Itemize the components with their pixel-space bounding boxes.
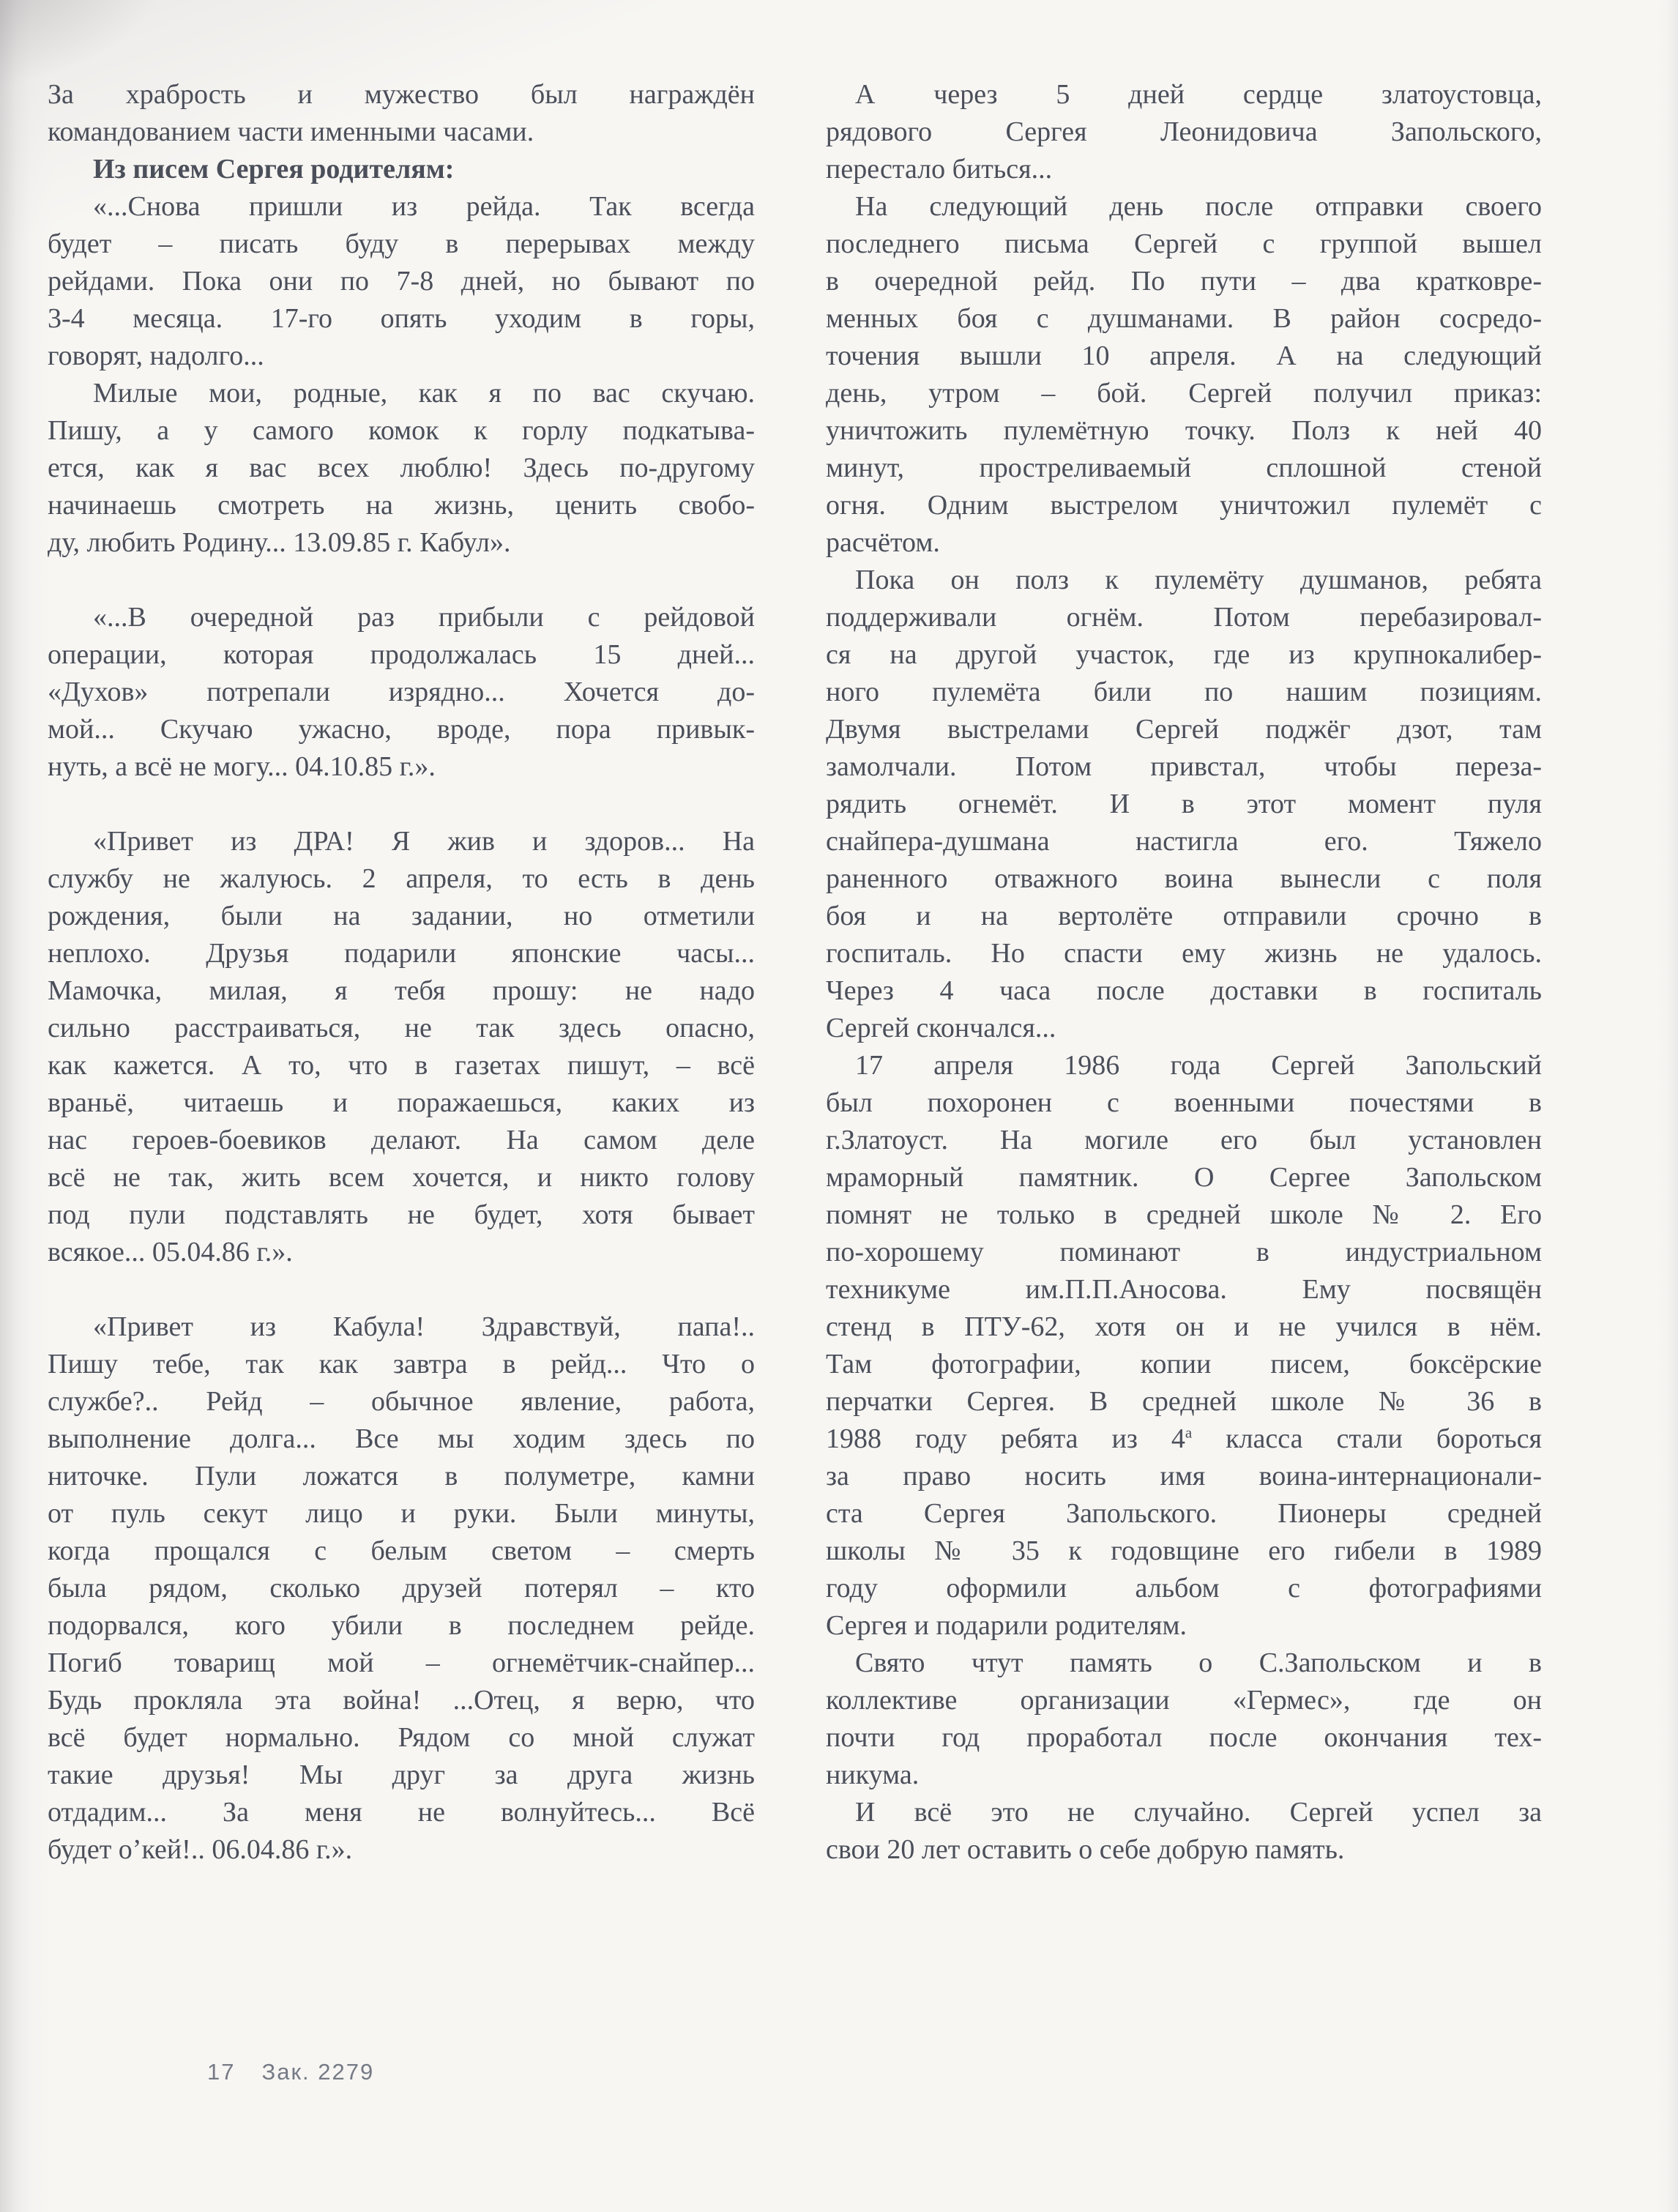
text-line: будет – писать буду в перерывах между (48, 228, 755, 259)
text-line: рождения, были на задании, но отметили (48, 901, 755, 931)
text-line: была рядом, сколько друзей потерял – кто (48, 1573, 755, 1604)
text-line: г.Златоуст. На могиле его был установлен (826, 1125, 1542, 1155)
text-line: за право носить имя воина-интернационали- (826, 1461, 1542, 1492)
paragraph (48, 1308, 755, 1869)
text-line: За храбрость и мужество был награждён (48, 79, 755, 110)
text-line: под пули подставлять не будет, хотя бывает (48, 1199, 755, 1230)
paragraph (826, 76, 1542, 188)
text-line: ду, любить Родину... 13.09.85 г. Кабул». (48, 527, 511, 558)
text-line: почти год проработал после окончания тех- (826, 1722, 1542, 1753)
section-heading (48, 151, 755, 188)
paragraph (48, 375, 755, 562)
text-line: боя и на вертолёте отправили срочно в (826, 901, 1542, 931)
text-line: Пока он полз к пулемёту душманов, ребята (855, 565, 1542, 595)
text-line: рядить огнемёт. И в этот момент пуля (826, 789, 1542, 819)
paragraph (48, 188, 755, 375)
text-line: операции, которая продолжалась 15 дней... (48, 639, 755, 670)
text-line: мраморный памятник. О Сергее Запольском (826, 1162, 1542, 1193)
text-line: всякое... 05.04.86 г.». (48, 1237, 293, 1267)
text-line: Пишу, а у самого комок к горлу подкатыва- (48, 415, 755, 446)
footer-page-number: 17 (207, 2059, 236, 2085)
text-line: от пуль секут лицо и руки. Были минуты, (48, 1498, 755, 1529)
text-line: Двумя выстрелами Сергей поджёг дзот, там (826, 714, 1542, 745)
text-line: службу не жалуюсь. 2 апреля, то есть в день (48, 863, 755, 894)
text-line: раненного отважного воина вынесли с поля (826, 863, 1542, 894)
text-line: Сергей скончался... (826, 1013, 1056, 1043)
text-line: никума. (826, 1759, 920, 1790)
text-line: «Привет из Кабула! Здравствуй, папа!.. (93, 1311, 755, 1342)
text-line: Пишу тебе, так как завтра в рейд... Что о (48, 1349, 755, 1379)
paragraph (826, 562, 1542, 1047)
text-line: всё не так, жить всем хочется, и никто голову (48, 1162, 755, 1193)
paragraph (826, 1794, 1542, 1869)
text-line: ного пулемёта били по нашим позициям. (826, 677, 1542, 707)
text-line: командованием части именными часами. (48, 116, 534, 147)
text-line: «...Снова пришли из рейда. Так всегда (93, 191, 755, 222)
text-line: Из писем Сергея родителям: (93, 154, 455, 185)
text-line: был похоронен с военными почестями в (826, 1087, 1542, 1118)
text-line: точения вышли 10 апреля. А на следующий (826, 340, 1542, 371)
text-line: помнят не только в средней школе № 2. Его (826, 1199, 1542, 1230)
paragraph (826, 1645, 1542, 1794)
text-line: подорвался, кого убили в последнем рейде. (48, 1610, 755, 1641)
text-line: Мамочка, милая, я тебя прошу: не надо (48, 975, 755, 1006)
text-line: Свято чтут память о С.Запольском и в (855, 1647, 1542, 1678)
text-line: выполнение долга... Все мы ходим здесь по (48, 1423, 755, 1454)
text-line: свои 20 лет оставить о себе добрую память. (826, 1834, 1345, 1865)
text-line: госпиталь. Но спасти ему жизнь не удалось. (826, 938, 1542, 969)
text-line: в очередной рейд. По пути – два кратковре- (826, 266, 1542, 297)
text-line: начинаешь смотреть на жизнь, ценить свобо- (48, 490, 755, 521)
text-line: такие друзья! Мы друг за друга жизнь (48, 1759, 755, 1790)
left-column (48, 76, 755, 1869)
text-line: враньё, читаешь и поражаешься, каких из (48, 1087, 755, 1118)
text-line: ста Сергея Запольского. Пионеры средней (826, 1498, 1542, 1529)
text-line: ниточке. Пули ложатся в полуметре, камни (48, 1461, 755, 1492)
text-line: коллективе организации «Гермес», где он (826, 1685, 1542, 1716)
text-line: рядового Сергея Леонидовича Запольского, (826, 116, 1542, 147)
text-line: Через 4 часа после доставки в госпиталь (826, 975, 1542, 1006)
text-line: На следующий день после отправки своего (855, 191, 1542, 222)
text-line: 17 апреля 1986 года Сергей Запольский (855, 1050, 1542, 1081)
text-line: нуть, а всё не могу... 04.10.85 г.». (48, 751, 436, 782)
text-line: мой... Скучаю ужасно, вроде, пора привык- (48, 714, 755, 745)
paragraph-spacer (48, 562, 755, 599)
text-line: расчётом. (826, 527, 940, 558)
text-line: Там фотографии, копии писем, боксёрские (826, 1349, 1542, 1379)
paragraph (48, 599, 755, 786)
text-line: школы № 35 к годовщине его гибели в 1989 (826, 1535, 1542, 1566)
text-line: огня. Одним выстрелом уничтожил пулемёт с (826, 490, 1542, 521)
text-line: «...В очередной раз прибыли с рейдовой (93, 602, 755, 633)
text-line: замолчали. Потом привстал, чтобы переза- (826, 751, 1542, 782)
text-line: ся на другой участок, где из крупнокалибер- (826, 639, 1542, 670)
text-line: Милые мои, родные, как я по вас скучаю. (93, 378, 755, 409)
text-line: «Духов» потрепали изрядно... Хочется до- (48, 677, 755, 707)
paragraph (48, 823, 755, 1271)
text-line: нас героев-боевиков делают. На самом деле (48, 1125, 755, 1155)
text-line: менных боя с душманами. В район сосредо- (826, 303, 1542, 334)
text-line: 1988 году ребята из $4^а$ класса стали бороться (826, 1423, 1542, 1454)
text-line: последнего письма Сергей с группой вышел (826, 228, 1542, 259)
paragraph (826, 1047, 1542, 1645)
text-line: Погиб товарищ мой – огнемётчик-снайпер... (48, 1647, 755, 1678)
text-line: сильно расстраиваться, не так здесь опасно, (48, 1013, 755, 1043)
text-line: как кажется. А то, что в газетах пишут, – всё (48, 1050, 755, 1081)
paragraph (826, 188, 1542, 562)
text-line: 3-4 месяца. 17-го опять уходим в горы, (48, 303, 755, 334)
text-line: будет о’кей!.. 06.04.86 г.». (48, 1834, 353, 1865)
footer-print-order: Зак. 2279 (261, 2059, 375, 2085)
text-line: году оформили альбом с фотографиями (826, 1573, 1542, 1604)
paragraph-spacer (48, 1271, 755, 1308)
text-line: техникуме им.П.П.Аносова. Ему посвящён (826, 1274, 1542, 1305)
text-line: перчатки Сергея. В средней школе № 36 в (826, 1386, 1542, 1417)
text-line: службе?.. Рейд – обычное явление, работа, (48, 1386, 755, 1417)
text-line: минут, простреливаемый сплошной стеной (826, 453, 1542, 483)
text-line: Сергея и подарили родителям. (826, 1610, 1187, 1641)
text-line: И всё это не случайно. Сергей успел за (855, 1797, 1542, 1828)
page-footer (207, 2059, 374, 2085)
right-column (826, 76, 1542, 1869)
text-line: день, утром – бой. Сергей получил приказ: (826, 378, 1542, 409)
text-line: стенд в ПТУ-62, хотя он и не учился в нём. (826, 1311, 1542, 1342)
text-line: «Привет из ДРА! Я жив и здоров... На (93, 826, 755, 857)
text-line: когда прощался с белым светом – смерть (48, 1535, 755, 1566)
text-line: Будь прокляла эта война! ...Отец, я верю, что (48, 1685, 755, 1716)
text-line: снайпера-душмана настигла его. Тяжело (826, 826, 1542, 857)
text-line: А через 5 дней сердце златоустовца, (855, 79, 1542, 110)
text-line: ется, как я вас всех люблю! Здесь по-другому (48, 453, 755, 483)
text-line: отдадим... За меня не волнуйтесь... Всё (48, 1797, 755, 1828)
text-line: неплохо. Друзья подарили японские часы... (48, 938, 755, 969)
paragraph-spacer (48, 786, 755, 823)
text-line: всё будет нормально. Рядом со мной служат (48, 1722, 755, 1753)
text-line: говорят, надолго... (48, 340, 264, 371)
text-line: поддерживали огнём. Потом перебазировал- (826, 602, 1542, 633)
text-line: уничтожить пулемётную точку. Полз к ней 40 (826, 415, 1542, 446)
text-line: перестало биться... (826, 154, 1053, 185)
paragraph (48, 76, 755, 151)
text-line: рейдами. Пока они по 7-8 дней, но бывают по (48, 266, 755, 297)
text-line: по-хорошему поминают в индустриальном (826, 1237, 1542, 1267)
